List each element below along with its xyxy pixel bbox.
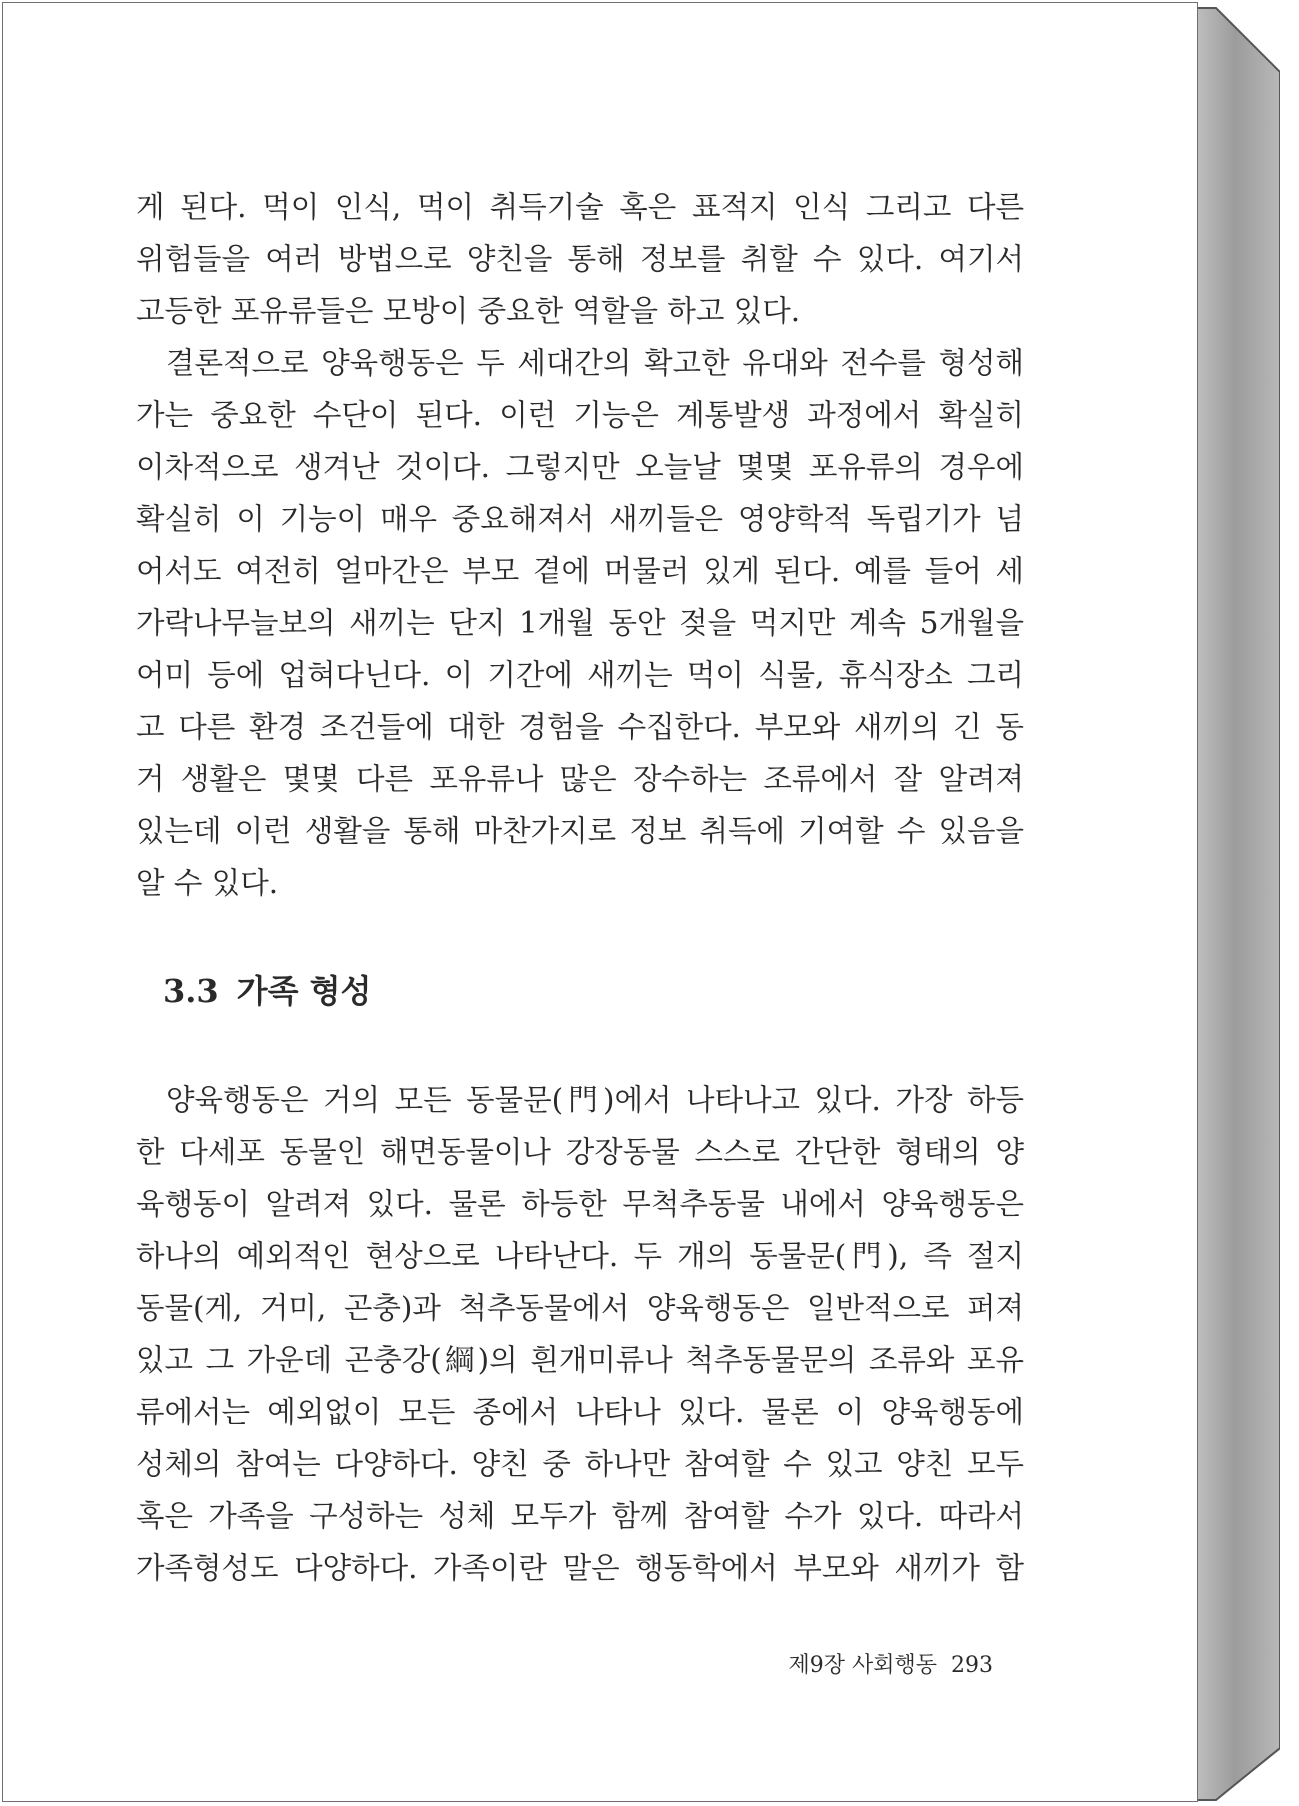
text-line: 있는데 이런 생활을 통해 마찬가지로 정보 취득에 기여할 수 있음을	[136, 814, 1024, 848]
text-line: 있고 그 가운데 곤충강(綱)의 흰개미류나 척추동물문의 조류와 포유	[136, 1343, 1024, 1377]
page-footer	[763, 1648, 993, 1679]
page-number: 293	[951, 1653, 993, 1678]
section-heading	[163, 966, 371, 1012]
text-line: 거 생활은 몇몇 다른 포유류나 많은 장수하는 조류에서 잘 알려져	[136, 762, 1024, 796]
text-line: 고등한 포유류들은 모방이 중요한 역할을 하고 있다.	[136, 294, 801, 328]
text-line: 류에서는 예외없이 모든 종에서 나타나 있다. 물론 이 양육행동에	[136, 1395, 1024, 1429]
document-page	[2, 2, 1198, 1802]
text-line: 혹은 가족을 구성하는 성체 모두가 함께 참여할 수가 있다. 따라서	[136, 1499, 1024, 1533]
paragraph-3	[136, 1074, 1024, 1594]
text-line: 결론적으로 양육행동은 두 세대간의 확고한 유대와 전수를 형성해	[166, 346, 1024, 380]
text-line: 동물(게, 거미, 곤충)과 척추동물에서 양육행동은 일반적으로 퍼져	[136, 1291, 1024, 1325]
page-edge-outline	[1198, 0, 1280, 1806]
paragraph-1	[136, 181, 1024, 337]
text-line: 가는 중요한 수단이 된다. 이런 기능은 계통발생 과정에서 확실히	[136, 398, 1024, 432]
text-line: 양육행동은 거의 모든 동물문(門)에서 나타나고 있다. 가장 하등	[166, 1083, 1024, 1117]
paragraph-2	[136, 337, 1024, 909]
text-line: 가족형성도 다양하다. 가족이란 말은 행동학에서 부모와 새끼가 함	[136, 1551, 1024, 1585]
text-line: 가락나무늘보의 새끼는 단지 1개월 동안 젖을 먹지만 계속 5개월을	[136, 606, 1024, 640]
text-line: 성체의 참여는 다양하다. 양친 중 하나만 참여할 수 있고 양친 모두	[136, 1447, 1024, 1481]
text-line: 알 수 있다.	[136, 866, 279, 900]
text-line: 어서도 여전히 얼마간은 부모 곁에 머물러 있게 된다. 예를 들어 세	[136, 554, 1024, 588]
text-line: 이차적으로 생겨난 것이다. 그렇지만 오늘날 몇몇 포유류의 경우에	[136, 450, 1024, 484]
section-number: 3.3	[163, 972, 219, 1010]
running-footer-chapter: 제9장 사회행동	[788, 1653, 937, 1678]
text-line: 하나의 예외적인 현상으로 나타난다. 두 개의 동물문(門), 즉 절지	[136, 1239, 1024, 1273]
text-line: 한 다세포 동물인 해면동물이나 강장동물 스스로 간단한 형태의 양	[136, 1135, 1024, 1169]
text-line: 게 된다. 먹이 인식, 먹이 취득기술 혹은 표적지 인식 그리고 다른	[136, 190, 1024, 224]
text-line: 확실히 이 기능이 매우 중요해져서 새끼들은 영양학적 독립기가 넘	[136, 502, 1024, 536]
text-line: 어미 등에 업혀다닌다. 이 기간에 새끼는 먹이 식물, 휴식장소 그리	[136, 658, 1024, 692]
text-line: 육행동이 알려져 있다. 물론 하등한 무척추동물 내에서 양육행동은	[136, 1187, 1024, 1221]
section-title: 가족 형성	[236, 972, 372, 1010]
text-line: 위험들을 여러 방법으로 양친을 통해 정보를 취할 수 있다. 여기서	[136, 242, 1024, 276]
text-line: 고 다른 환경 조건들에 대한 경험을 수집한다. 부모와 새끼의 긴 동	[136, 710, 1024, 744]
